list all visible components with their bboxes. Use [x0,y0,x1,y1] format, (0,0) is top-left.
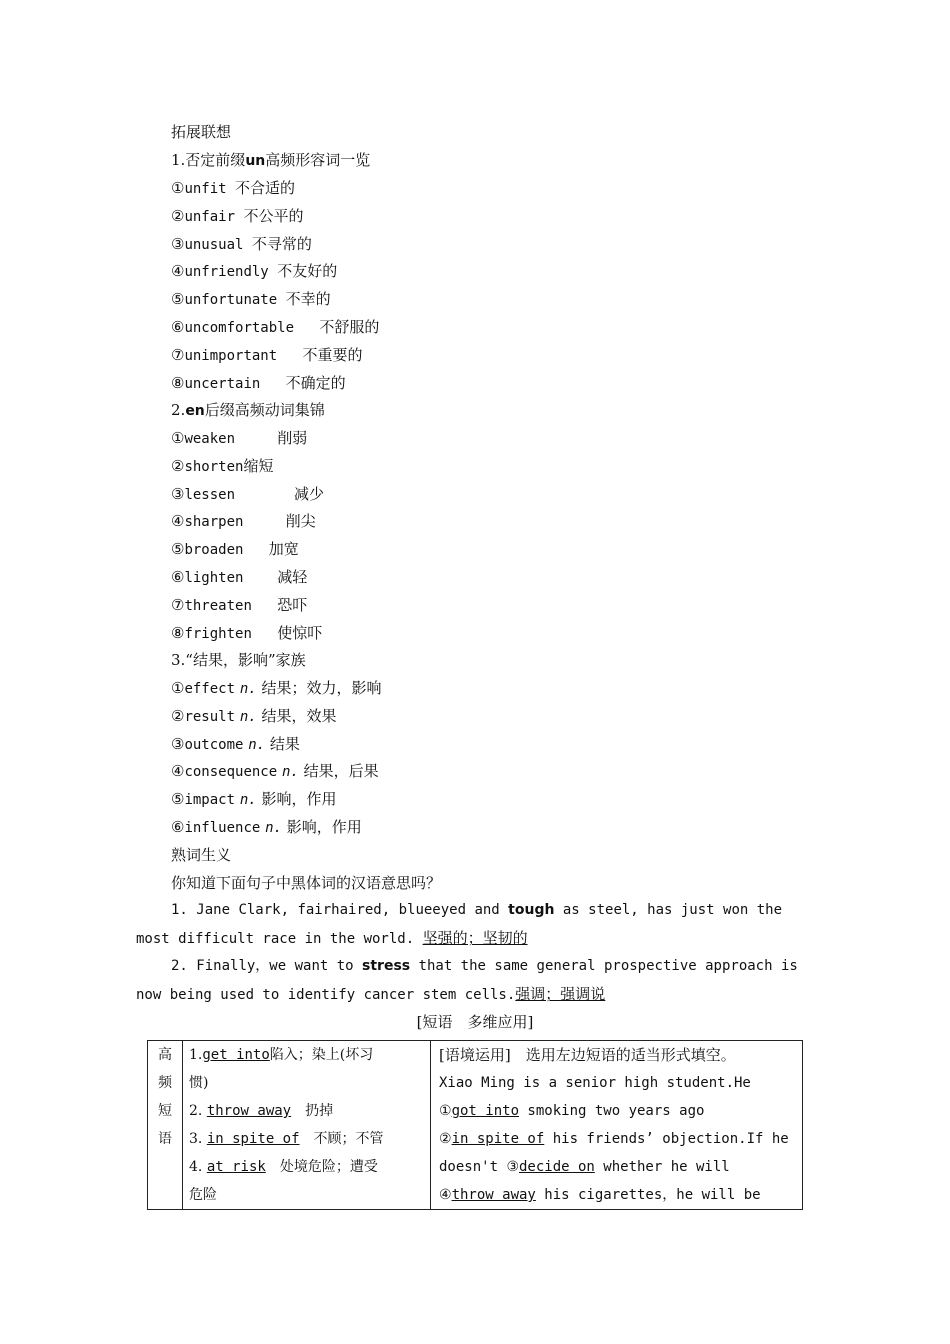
item-meaning: 使惊吓 [277,623,323,642]
sentence-2-post: that the same general prospective approach is [410,958,798,974]
item-number: ① [171,429,185,447]
item-number: ⑤ [171,540,185,559]
item-meaning: 结果；效力，影响 [261,679,382,697]
item-meaning: 影响，作用 [261,790,337,809]
item-number: ① [171,179,185,197]
item-number: ⑥ [171,818,185,836]
item-word: unusual [184,236,244,253]
context-line-4 [439,1125,794,1153]
item-number: ① [171,679,185,697]
label-char: 短 [158,1103,172,1119]
context-line-6 [439,1181,794,1209]
context-title: [语境运用] [439,1046,511,1064]
word-item [171,371,346,395]
item-pos: n. [281,764,299,781]
item-word: lighten [184,570,244,586]
sentence-2-pre: Finally，we want to [196,958,363,974]
word-item [171,204,303,228]
phrase-item-4 [189,1153,424,1181]
familiar-title: 熟词生义 [171,846,232,864]
phrase-cn: 处境危险；遭受 [279,1159,378,1175]
sentence-2-num: 2. [171,958,188,974]
phrase-at-risk: at risk [206,1159,266,1175]
item-word: consequence [184,764,278,781]
en-heading [171,398,325,422]
item-gap [269,264,277,280]
context-cell [431,1041,803,1210]
item-number: ④ [171,762,185,781]
familiar-question: 你知道下面句子中黑体词的汉语意思吗？ [171,874,442,892]
sentence-1-num: 1. [171,902,188,918]
phrase-num: 1. [189,1047,203,1063]
item-number: ② [171,206,185,225]
item-gap [252,598,277,614]
en-heading-post: 后缀高频动词集锦 [204,401,325,419]
word-item [171,454,273,478]
blank-num: ③ [506,1159,519,1175]
expand-title: 拓展联想 [171,123,232,141]
item-pos: n. [239,708,257,725]
item-meaning: 削尖 [285,512,316,531]
phrase-num: 3. [189,1131,203,1147]
phrase-num: 4. [189,1159,203,1175]
item-meaning: 影响，作用 [286,818,362,836]
phrases-label-cell [148,1041,183,1210]
item-number: ④ [171,512,185,531]
phrase-cn: 陷入；染上(坏习 [269,1047,374,1063]
word-item [171,259,337,283]
context-text: smoking two years ago [519,1103,705,1119]
phrase-throw-away: throw away [206,1103,292,1119]
item-meaning: 缩短 [243,456,274,475]
word-item [171,759,379,783]
item-word: threaten [184,597,252,614]
phrase-get-into: get into [202,1047,270,1063]
context-text: his cigarettes，he will be [535,1187,761,1203]
answer-1: got into [451,1103,519,1119]
word-item [171,621,322,645]
item-word: effect [184,681,236,697]
item-number: ⑦ [171,595,185,614]
item-pos: n. [239,792,257,809]
item-meaning: 不舒服的 [319,318,380,336]
word-item [171,676,381,700]
item-number: ③ [171,234,185,253]
phrase-item-1-cont: 惯) [189,1075,209,1091]
item-number: ② [171,706,185,725]
item-word: weaken [184,431,236,447]
context-line-5 [439,1153,794,1181]
phrase-num: 2. [189,1103,203,1119]
item-number: ③ [171,484,185,503]
word-item [171,565,307,589]
item-gap [243,570,277,586]
item-number: ② [171,456,185,475]
item-meaning: 不友好的 [277,262,338,281]
item-gap [235,431,277,447]
phrases-table [147,1040,803,1210]
answer-2: in spite of [451,1131,545,1147]
word-item [171,815,362,839]
item-number: ⑤ [171,290,185,309]
item-gap [277,348,302,364]
item-word: impact [184,792,236,809]
item-gap [277,292,285,308]
context-line-2: Xiao Ming is a senior high student.He [439,1075,751,1091]
item-gap [235,487,294,503]
item-word: unimportant [184,347,278,364]
word-item [171,176,295,200]
item-gap [227,181,235,197]
item-number: ④ [171,262,185,281]
item-word: outcome [184,736,244,753]
phrase-cn: 扔掉 [305,1103,334,1119]
label-char: 语 [158,1131,172,1147]
item-word: unfortunate [184,292,278,309]
answer-4: throw away [451,1187,536,1203]
word-item [171,287,331,311]
sentence-2 [136,952,801,1009]
sentence-2-line2: now being used to identify cancer stem cells. [136,987,516,1003]
item-meaning: 不重要的 [302,345,363,364]
blank-num: ② [439,1131,452,1147]
phrase-item-4-cont: 危险 [189,1187,217,1203]
context-text: whether he will [594,1159,730,1175]
item-pos: n. [239,681,257,697]
item-word: uncomfortable [184,320,295,336]
word-item [171,732,300,756]
sentence-1 [136,896,801,953]
item-meaning: 不寻常的 [251,234,312,253]
item-meaning: 结果 [269,734,300,753]
un-heading-post: 高频形容词一览 [265,151,371,169]
word-item [171,593,307,617]
sentence-1-bold-word: tough [508,902,555,918]
item-meaning: 减少 [294,484,325,503]
phrase-item-3 [189,1125,424,1153]
word-item [171,426,307,450]
item-meaning: 不确定的 [285,373,346,392]
context-title-row [439,1041,794,1069]
item-meaning: 削弱 [277,429,308,447]
item-word: influence [184,820,261,836]
phrase-item-2 [189,1097,424,1125]
item-word: unfair [184,208,236,225]
item-word: frighten [184,625,252,642]
item-word: unfit [184,181,227,197]
phrase-cn: 不顾；不管 [313,1131,384,1147]
item-meaning: 恐吓 [277,595,308,614]
item-meaning: 减轻 [277,568,308,586]
item-word: broaden [184,542,244,559]
word-item [171,537,299,561]
en-heading-pre: 2. [171,401,186,419]
sentence-1-pre: Jane Clark, fairhaired, blueeyed and [196,902,509,918]
result-heading: 3.“结果，影响”家族 [171,651,306,669]
item-gap [243,237,251,253]
item-pos: n. [248,736,266,753]
item-meaning: 结果，后果 [303,762,379,781]
word-item [171,343,362,367]
phrase-in-spite-of: in spite of [206,1131,300,1147]
un-heading [171,148,370,172]
item-meaning: 不公平的 [243,206,304,225]
context-text: his friends’ objection.If he [544,1131,789,1147]
word-item [171,509,316,533]
un-heading-term: un [245,153,266,169]
item-number: ⑤ [171,790,185,809]
item-gap [243,542,268,558]
item-gap [260,376,285,392]
item-meaning: 加宽 [268,540,299,559]
item-word: shorten [184,458,244,475]
item-number: ⑥ [171,568,185,586]
en-heading-term: en [185,403,205,419]
label-char: 高 [158,1047,172,1063]
sentence-1-answer: 坚强的；坚韧的 [422,929,528,947]
item-number: ③ [171,734,185,753]
item-meaning: 不幸的 [285,290,331,309]
word-item [171,482,324,506]
phrases-section-title: [短语 多维应用] [416,1013,534,1031]
item-word: uncertain [184,375,261,392]
context-text: doesn't [439,1159,507,1175]
item-word: lessen [184,486,236,503]
item-number: ⑧ [171,623,185,642]
item-meaning: 结果，效果 [261,706,337,725]
context-instruction: 选用左边短语的适当形式填空。 [525,1046,736,1064]
phrase-item-1 [189,1041,424,1069]
label-char: 频 [158,1075,172,1091]
word-item [171,787,336,811]
item-number: ⑥ [171,318,185,336]
item-number: ⑦ [171,345,185,364]
item-gap [294,320,319,336]
blank-num: ④ [439,1187,452,1203]
item-gap [252,626,277,642]
sentence-2-bold-word: stress [362,958,411,974]
sentence-1-line2: most difficult race in the world. [136,931,423,947]
phrase-list-cell [183,1041,431,1210]
item-number: ⑧ [171,373,185,392]
sentence-2-answer: 强调；强调说 [515,985,606,1003]
word-item [171,704,336,728]
item-gap [243,514,285,530]
item-word: result [184,708,236,725]
item-meaning: 不合适的 [235,179,296,197]
item-pos: n. [265,820,282,836]
context-line-3 [439,1097,794,1125]
item-word: sharpen [184,514,244,531]
sentence-1-post: as steel, has just won the [554,902,783,918]
item-word: unfriendly [184,264,269,281]
word-item [171,232,312,256]
blank-num: ① [439,1103,452,1119]
word-item [171,315,379,339]
answer-3: decide on [519,1159,595,1175]
un-heading-pre: 1.否定前缀 [171,151,246,169]
